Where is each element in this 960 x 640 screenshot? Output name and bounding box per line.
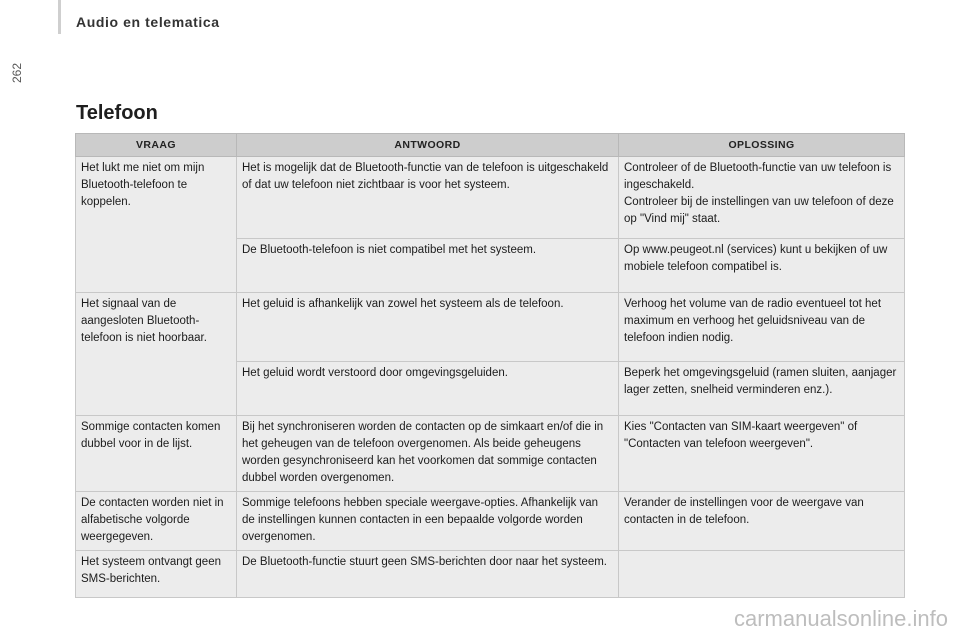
- header-question: VRAAG: [76, 134, 237, 157]
- header-solution: OPLOSSING: [619, 134, 905, 157]
- question-cell: Het lukt me niet om mijn Bluetooth-telefoon te koppelen.: [76, 157, 237, 293]
- question-cell: Het signaal van de aangesloten Bluetooth-telefoon is niet hoorbaar.: [76, 293, 237, 416]
- answer-cell: Het is mogelijk dat de Bluetooth-functie van de telefoon is uitgeschakeld of dat uw telefoon niet zichtbaar is voor het systeem.: [237, 157, 619, 239]
- page-number-text: 262: [10, 62, 24, 84]
- solution-cell: Beperk het omgevingsgeluid (ramen sluiten, aanjager lager zetten, snelheid verminderen enz.).: [619, 362, 905, 416]
- page-title: Telefoon: [76, 102, 158, 124]
- question-cell: Het systeem ontvangt geen SMS-berichten.: [76, 551, 237, 598]
- solution-cell: Verhoog het volume van de radio eventueel tot het maximum en verhoog het geluidsniveau van de telefoon indien nodig.: [619, 293, 905, 362]
- solution-cell: Op www.peugeot.nl (services) kunt u bekijken of uw mobiele telefoon compatibel is.: [619, 239, 905, 293]
- answer-cell: Bij het synchroniseren worden de contacten op de simkaart en/of die in het geheugen van de telefoon overgenomen. Als beide geheugens worden gesynchroniseerd kan het voorkomen dat sommige contacten dubbel worden overgenomen.: [237, 416, 619, 492]
- answer-cell: Sommige telefoons hebben speciale weergave-opties. Afhankelijk van de instellingen kunnen contacten in een bepaalde volgorde worden overgenomen.: [237, 492, 619, 551]
- solution-text: Controleer of de Bluetooth-functie van uw telefoon is ingeschakeld. Controleer bij de instellingen van uw telefoon of deze op "Vind mij" staat.: [624, 162, 894, 225]
- table-row: [76, 551, 905, 598]
- watermark: carmanualsonline.info: [733, 606, 948, 631]
- question-cell: De contacten worden niet in alfabetische volgorde weergegeven.: [76, 492, 237, 551]
- table-row: [76, 416, 905, 492]
- troubleshooting-table: [75, 133, 905, 598]
- header-rule: [58, 0, 61, 34]
- answer-cell: De Bluetooth-telefoon is niet compatibel met het systeem.: [237, 239, 619, 293]
- solution-cell: Kies "Contacten van SIM-kaart weergeven" of "Contacten van telefoon weergeven".: [619, 416, 905, 492]
- solution-cell: [619, 551, 905, 598]
- table-row: [76, 492, 905, 551]
- answer-cell: De Bluetooth-functie stuurt geen SMS-berichten door naar het systeem.: [237, 551, 619, 598]
- table-row: [76, 157, 905, 239]
- page-number: [2, 58, 32, 88]
- table-header-row: [76, 134, 905, 157]
- section-title: Audio en telematica: [76, 14, 220, 30]
- solution-cell: Verander de instellingen voor de weergave van contacten in de telefoon.: [619, 492, 905, 551]
- table-row: [76, 293, 905, 362]
- answer-cell: Het geluid is afhankelijk van zowel het systeem als de telefoon.: [237, 293, 619, 362]
- solution-cell: [619, 157, 905, 239]
- answer-cell: Het geluid wordt verstoord door omgevingsgeluiden.: [237, 362, 619, 416]
- question-cell: Sommige contacten komen dubbel voor in de lijst.: [76, 416, 237, 492]
- header-answer: ANTWOORD: [237, 134, 619, 157]
